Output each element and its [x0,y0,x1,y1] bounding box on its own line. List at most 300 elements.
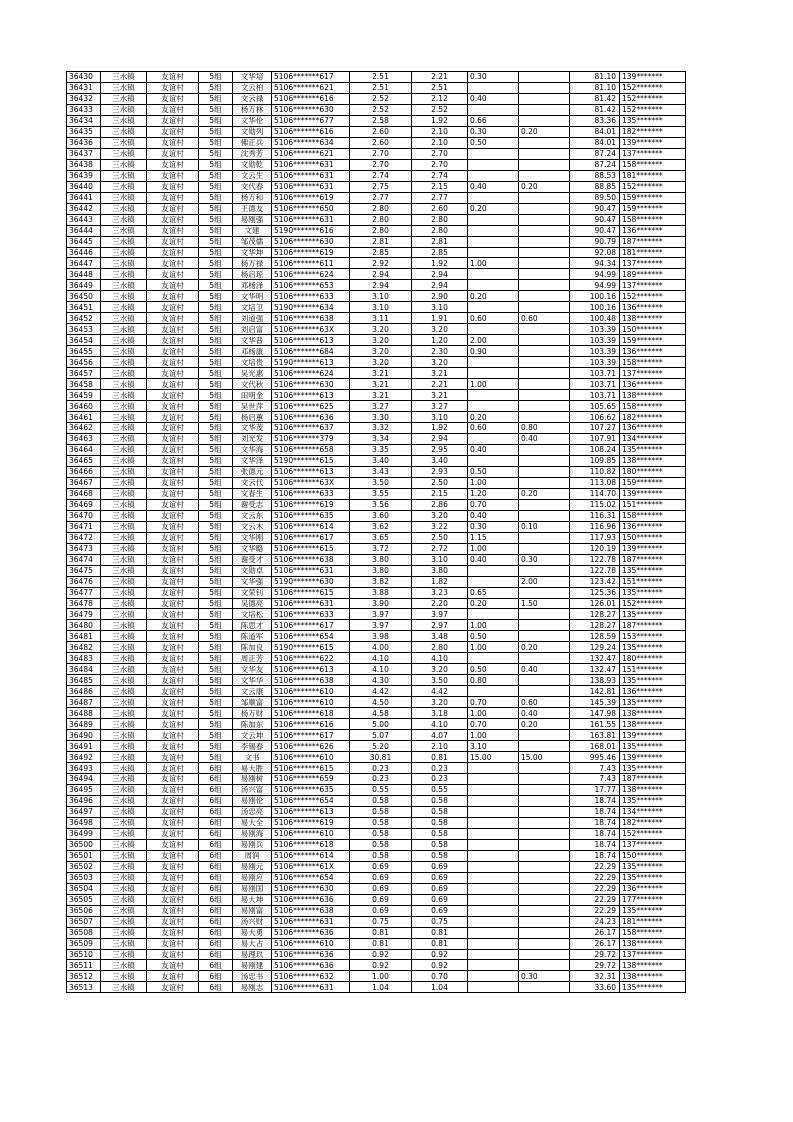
area-b-cell [468,390,519,401]
table-row [67,280,686,291]
phone-cell: 135******* [620,795,686,806]
serial-number-cell: 36436 [67,137,101,148]
phone-cell: 138******* [620,784,686,795]
serial-number-cell: 36434 [67,115,101,126]
area-b-cell [468,883,519,894]
id-number-cell: 5190*******615 [272,642,350,653]
name-cell: 易刚应 [233,872,272,883]
id-number-cell: 5106*******636 [272,894,350,905]
phone-cell: 135******* [620,115,686,126]
town-cell: 三水镇 [101,938,147,949]
name-cell: 文勋乾 [233,159,272,170]
area-c-cell [519,346,570,357]
area-c-cell [519,236,570,247]
group-cell: 6组 [199,971,233,982]
town-cell: 三水镇 [101,817,147,828]
id-number-cell: 5106*******631 [272,982,350,993]
phone-cell: 135******* [620,675,686,686]
area-b-cell [468,927,519,938]
serial-number-cell: 36430 [67,72,101,83]
area-c-cell: 0.10 [519,521,570,532]
town-cell: 三水镇 [101,291,147,302]
group-cell: 5组 [199,488,233,499]
area-c-cell [519,850,570,861]
table-row [67,302,686,313]
amount-cell: 107.91 [570,433,620,444]
total-area-cell: 3.98 [350,631,412,642]
area-b-cell [468,357,519,368]
name-cell: 周正芳 [233,653,272,664]
amount-cell: 128.27 [570,609,620,620]
name-cell: 汤兴富 [233,784,272,795]
town-cell: 三水镇 [101,784,147,795]
area-b-cell [468,236,519,247]
group-cell: 5组 [199,258,233,269]
name-cell: 易大勇 [233,927,272,938]
name-cell: 易刚元 [233,861,272,872]
area-b-cell: 0.40 [468,554,519,565]
id-number-cell: 5106*******630 [272,236,350,247]
serial-number-cell: 36480 [67,620,101,631]
amount-cell: 117.93 [570,532,620,543]
phone-cell: 136******* [620,302,686,313]
amount-cell: 83.36 [570,115,620,126]
area-c-cell [519,905,570,916]
village-cell: 友谊村 [147,960,199,971]
phone-cell: 138******* [620,719,686,730]
village-cell: 友谊村 [147,949,199,960]
amount-cell: 145.39 [570,697,620,708]
id-number-cell: 5106*******617 [272,72,350,83]
table-row [67,642,686,653]
area-b-cell [468,324,519,335]
village-cell: 友谊村 [147,258,199,269]
town-cell: 三水镇 [101,894,147,905]
group-cell: 5组 [199,368,233,379]
town-cell: 三水镇 [101,664,147,675]
amount-cell: 17.77 [570,784,620,795]
area-b-cell [468,938,519,949]
village-cell: 友谊村 [147,752,199,763]
area-a-cell: 2.80 [412,225,468,236]
phone-cell: 138******* [620,960,686,971]
total-area-cell: 2.80 [350,225,412,236]
serial-number-cell: 36492 [67,752,101,763]
table-row [67,444,686,455]
area-a-cell: 2.50 [412,477,468,488]
amount-cell: 105.65 [570,401,620,412]
area-a-cell: 2.97 [412,620,468,631]
total-area-cell: 2.94 [350,269,412,280]
group-cell: 6组 [199,806,233,817]
area-c-cell [519,784,570,795]
area-c-cell: 0.20 [519,126,570,137]
area-b-cell [468,225,519,236]
serial-number-cell: 36435 [67,126,101,137]
area-c-cell [519,828,570,839]
serial-number-cell: 36443 [67,214,101,225]
area-a-cell: 3.20 [412,510,468,521]
id-number-cell: 5106*******617 [272,620,350,631]
town-cell: 三水镇 [101,730,147,741]
group-cell: 5组 [199,192,233,203]
group-cell: 5组 [199,104,233,115]
area-b-cell: 0.20 [468,203,519,214]
table-row [67,719,686,730]
total-area-cell: 3.20 [350,324,412,335]
village-cell: 友谊村 [147,444,199,455]
amount-cell: 94.34 [570,258,620,269]
id-number-cell: 5106*******613 [272,390,350,401]
serial-number-cell: 36447 [67,258,101,269]
total-area-cell: 3.80 [350,554,412,565]
phone-cell: 158******* [620,357,686,368]
id-number-cell: 5106*******619 [272,192,350,203]
town-cell: 三水镇 [101,763,147,774]
table-row [67,126,686,137]
area-a-cell: 2.15 [412,181,468,192]
village-cell: 友谊村 [147,324,199,335]
group-cell: 5组 [199,170,233,181]
area-c-cell [519,302,570,313]
id-number-cell: 5106*******631 [272,170,350,181]
area-b-cell: 0.50 [468,631,519,642]
area-b-cell [468,401,519,412]
phone-cell: 135******* [620,872,686,883]
total-area-cell: 3.56 [350,499,412,510]
village-cell: 友谊村 [147,828,199,839]
phone-cell: 139******* [620,543,686,554]
village-cell: 友谊村 [147,598,199,609]
area-b-cell: 0.50 [468,664,519,675]
village-cell: 友谊村 [147,401,199,412]
village-cell: 友谊村 [147,181,199,192]
area-a-cell: 1.04 [412,982,468,993]
serial-number-cell: 36484 [67,664,101,675]
id-number-cell: 5106*******614 [272,850,350,861]
town-cell: 三水镇 [101,850,147,861]
group-cell: 5组 [199,565,233,576]
serial-number-cell: 36494 [67,774,101,785]
area-a-cell: 3.23 [412,587,468,598]
total-area-cell: 0.58 [350,817,412,828]
total-area-cell: 3.50 [350,477,412,488]
town-cell: 三水镇 [101,609,147,620]
area-c-cell [519,214,570,225]
total-area-cell: 2.92 [350,258,412,269]
village-cell: 友谊村 [147,159,199,170]
amount-cell: 32.31 [570,971,620,982]
phone-cell: 152******* [620,291,686,302]
village-cell: 友谊村 [147,499,199,510]
town-cell: 三水镇 [101,982,147,993]
area-c-cell [519,872,570,883]
area-a-cell: 3.80 [412,565,468,576]
id-number-cell: 5106*******61X [272,861,350,872]
area-a-cell: 0.69 [412,883,468,894]
area-a-cell: 3.20 [412,664,468,675]
name-cell: 陈道军 [233,631,272,642]
name-cell: 杨万财 [233,708,272,719]
area-c-cell [519,806,570,817]
serial-number-cell: 36449 [67,280,101,291]
total-area-cell: 0.23 [350,774,412,785]
area-a-cell: 2.72 [412,543,468,554]
amount-cell: 114.70 [570,488,620,499]
name-cell: 邹顺富 [233,697,272,708]
id-number-cell: 5106*******63X [272,477,350,488]
amount-cell: 92.08 [570,247,620,258]
serial-number-cell: 36438 [67,159,101,170]
total-area-cell: 4.50 [350,697,412,708]
group-cell: 5组 [199,357,233,368]
group-cell: 5组 [199,741,233,752]
name-cell: 文华略 [233,543,272,554]
phone-cell: 150******* [620,532,686,543]
town-cell: 三水镇 [101,587,147,598]
amount-cell: 22.29 [570,872,620,883]
serial-number-cell: 36470 [67,510,101,521]
serial-number-cell: 36486 [67,686,101,697]
table-row [67,806,686,817]
serial-number-cell: 36444 [67,225,101,236]
town-cell: 三水镇 [101,642,147,653]
town-cell: 三水镇 [101,390,147,401]
area-a-cell: 0.92 [412,949,468,960]
table-row [67,466,686,477]
area-c-cell: 1.50 [519,598,570,609]
area-a-cell: 0.58 [412,839,468,850]
amount-cell: 103.39 [570,324,620,335]
group-cell: 5组 [199,203,233,214]
name-cell: 文云禄 [233,93,272,104]
amount-cell: 22.29 [570,894,620,905]
group-cell: 5组 [199,280,233,291]
phone-cell: 139******* [620,488,686,499]
group-cell: 5组 [199,269,233,280]
group-cell: 5组 [199,598,233,609]
phone-cell: 180******* [620,466,686,477]
phone-cell: 139******* [620,730,686,741]
village-cell: 友谊村 [147,894,199,905]
phone-cell: 137******* [620,949,686,960]
id-number-cell: 5106*******616 [272,126,350,137]
area-c-cell [519,631,570,642]
id-number-cell: 5106*******630 [272,379,350,390]
phone-cell: 150******* [620,850,686,861]
serial-number-cell: 36471 [67,521,101,532]
id-number-cell: 5106*******610 [272,697,350,708]
amount-cell: 89.50 [570,192,620,203]
amount-cell: 88.85 [570,181,620,192]
table-row [67,697,686,708]
name-cell: 易刚志 [233,982,272,993]
area-b-cell [468,839,519,850]
village-cell: 友谊村 [147,839,199,850]
serial-number-cell: 36431 [67,82,101,93]
total-area-cell: 3.20 [350,335,412,346]
town-cell: 三水镇 [101,280,147,291]
table-row [67,708,686,719]
total-area-cell: 3.82 [350,576,412,587]
area-c-cell [519,730,570,741]
name-cell: 文代秋 [233,379,272,390]
name-cell: 汤忠亮 [233,806,272,817]
amount-cell: 18.74 [570,828,620,839]
town-cell: 三水镇 [101,532,147,543]
area-b-cell [468,104,519,115]
total-area-cell: 3.35 [350,444,412,455]
area-c-cell [519,203,570,214]
town-cell: 三水镇 [101,455,147,466]
id-number-cell: 5106*******610 [272,828,350,839]
area-b-cell: 1.00 [468,730,519,741]
area-c-cell: 0.40 [519,433,570,444]
area-b-cell: 0.70 [468,719,519,730]
table-row [67,433,686,444]
table-row [67,269,686,280]
area-c-cell [519,686,570,697]
id-number-cell: 5106*******659 [272,774,350,785]
serial-number-cell: 36507 [67,916,101,927]
table-row [67,203,686,214]
town-cell: 三水镇 [101,126,147,137]
town-cell: 三水镇 [101,806,147,817]
name-cell: 汤忠书 [233,971,272,982]
area-c-cell [519,510,570,521]
area-b-cell: 0.30 [468,521,519,532]
village-cell: 友谊村 [147,565,199,576]
total-area-cell: 0.58 [350,850,412,861]
phone-cell: 136******* [620,346,686,357]
table-row [67,916,686,927]
id-number-cell: 5106*******636 [272,412,350,423]
table-row [67,488,686,499]
area-a-cell: 3.21 [412,368,468,379]
village-cell: 友谊村 [147,521,199,532]
name-cell: 陈加东 [233,719,272,730]
table-row [67,587,686,598]
area-b-cell [468,565,519,576]
table-row [67,565,686,576]
town-cell: 三水镇 [101,477,147,488]
phone-cell: 135******* [620,444,686,455]
group-cell: 5组 [199,302,233,313]
village-cell: 友谊村 [147,115,199,126]
group-cell: 5组 [199,137,233,148]
area-a-cell: 2.30 [412,346,468,357]
serial-number-cell: 36477 [67,587,101,598]
area-c-cell [519,291,570,302]
name-cell: 文勋卓 [233,565,272,576]
group-cell: 5组 [199,159,233,170]
serial-number-cell: 36497 [67,806,101,817]
village-cell: 友谊村 [147,916,199,927]
area-a-cell: 2.86 [412,499,468,510]
town-cell: 三水镇 [101,93,147,104]
phone-cell: 158******* [620,510,686,521]
total-area-cell: 3.10 [350,291,412,302]
area-c-cell [519,368,570,379]
id-number-cell: 5106*******635 [272,784,350,795]
total-area-cell: 4.10 [350,664,412,675]
table-row [67,236,686,247]
name-cell: 杨启琼 [233,269,272,280]
amount-cell: 122.78 [570,565,620,576]
group-cell: 5组 [199,401,233,412]
serial-number-cell: 36465 [67,455,101,466]
amount-cell: 22.29 [570,861,620,872]
total-area-cell: 0.69 [350,905,412,916]
area-b-cell: 0.90 [468,346,519,357]
area-c-cell [519,115,570,126]
serial-number-cell: 36509 [67,938,101,949]
group-cell: 5组 [199,390,233,401]
area-c-cell [519,861,570,872]
phone-cell: 135******* [620,697,686,708]
area-c-cell [519,225,570,236]
group-cell: 5组 [199,510,233,521]
serial-number-cell: 36491 [67,741,101,752]
amount-cell: 29.72 [570,960,620,971]
id-number-cell: 5106*******614 [272,521,350,532]
area-c-cell: 0.20 [519,488,570,499]
group-cell: 5组 [199,444,233,455]
area-c-cell [519,532,570,543]
area-b-cell [468,817,519,828]
table-row [67,905,686,916]
id-number-cell: 5106*******613 [272,806,350,817]
serial-number-cell: 36487 [67,697,101,708]
name-cell: 杨万和 [233,192,272,203]
area-a-cell: 4.10 [412,653,468,664]
area-b-cell [468,861,519,872]
village-cell: 友谊村 [147,730,199,741]
town-cell: 三水镇 [101,258,147,269]
id-number-cell: 5106*******616 [272,719,350,730]
amount-cell: 163.81 [570,730,620,741]
table-row [67,247,686,258]
total-area-cell: 2.75 [350,181,412,192]
phone-cell: 135******* [620,741,686,752]
total-area-cell: 3.62 [350,521,412,532]
name-cell: 文华普 [233,335,272,346]
town-cell: 三水镇 [101,137,147,148]
phone-cell: 152******* [620,828,686,839]
name-cell: 文华伦 [233,115,272,126]
area-a-cell: 3.20 [412,324,468,335]
area-c-cell [519,817,570,828]
area-a-cell: 2.10 [412,126,468,137]
area-c-cell [519,93,570,104]
area-b-cell [468,192,519,203]
total-area-cell: 3.21 [350,390,412,401]
group-cell: 6组 [199,872,233,883]
area-c-cell: 0.60 [519,697,570,708]
name-cell: 易理玖 [233,949,272,960]
group-cell: 5组 [199,236,233,247]
name-cell: 文云柏 [233,82,272,93]
name-cell: 沈秀芳 [233,148,272,159]
village-cell: 友谊村 [147,368,199,379]
area-c-cell [519,444,570,455]
area-a-cell: 0.69 [412,905,468,916]
phone-cell: 181******* [620,916,686,927]
area-c-cell [519,390,570,401]
area-a-cell: 3.10 [412,554,468,565]
phone-cell: 135******* [620,565,686,576]
name-cell: 文荣钊 [233,587,272,598]
